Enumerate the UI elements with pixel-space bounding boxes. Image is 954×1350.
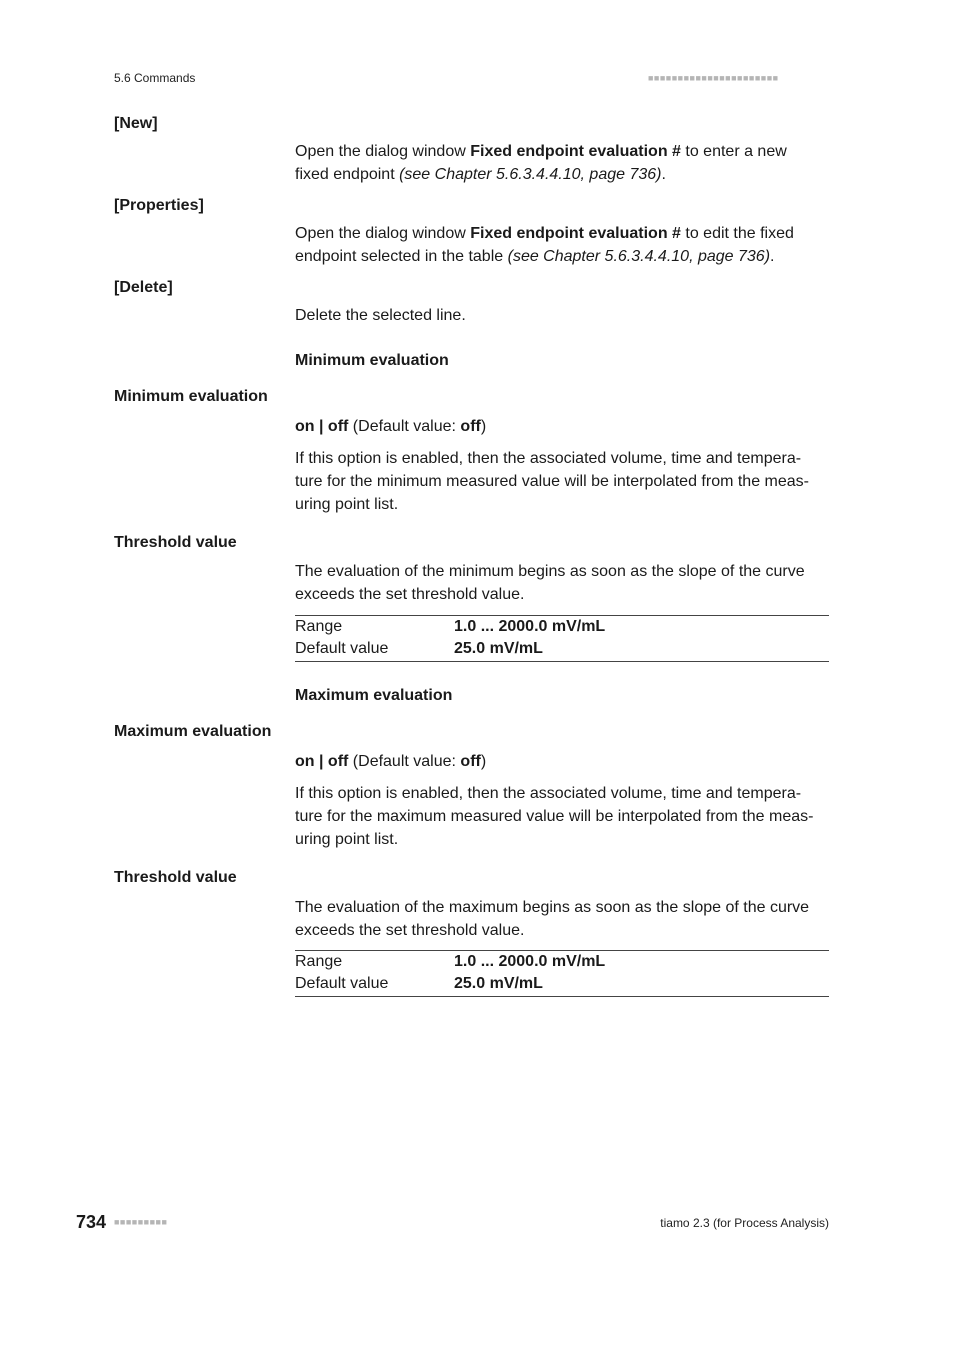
properties-chapter-reference[interactable]: (see Chapter 5.6.3.4.4.10, page 736) xyxy=(507,248,771,265)
maximum-threshold-description: The evaluation of the maximum begins as soon as the slope of the curve exceeds the set threshold value. xyxy=(295,899,810,939)
new-command-label: [New] xyxy=(114,115,158,132)
minimum-evaluation-label: Minimum evaluation xyxy=(114,388,268,405)
footer-product-name: tiamo 2.3 (for Process Analysis) xyxy=(660,1216,829,1230)
delete-command-label: [Delete] xyxy=(114,279,173,296)
minimum-evaluation-options: on | off (Default value: off) xyxy=(295,418,487,435)
page-number: 734 xyxy=(76,1212,107,1232)
maximum-threshold-label: Threshold value xyxy=(114,869,237,886)
minimum-table-bottom-rule xyxy=(295,661,829,662)
minimum-default-value: 25.0 mV/mL xyxy=(454,640,543,657)
minimum-range-value: 1.0 ... 2000.0 mV/mL xyxy=(454,618,606,635)
maximum-evaluation-description: If this option is enabled, then the associated volume, time and tempera- ture for the maximum measured value will be interpolated from the meas- uring point list. xyxy=(295,785,814,848)
maximum-table-top-rule xyxy=(295,950,829,951)
new-chapter-reference[interactable]: (see Chapter 5.6.3.4.4.10, page 736) xyxy=(399,166,662,183)
minimum-threshold-description: The evaluation of the minimum begins as soon as the slope of the curve exceeds the set threshold value. xyxy=(295,563,805,603)
running-header-dots: ■■■■■■■■■■■■■■■■■■■■■■ xyxy=(648,73,779,83)
running-header-section: 5.6 Commands xyxy=(114,71,196,85)
maximum-default-value: 25.0 mV/mL xyxy=(454,975,543,992)
properties-command-description: Open the dialog window Fixed endpoint evaluation # to edit the fixed endpoint selected in the table (see Chapter 5.6.3.4.4.10, page 736). xyxy=(295,225,794,265)
properties-command-label: [Properties] xyxy=(114,197,204,214)
maximum-range-label: Range xyxy=(295,953,343,970)
new-command-description: Open the dialog window Fixed endpoint evaluation # to enter a new fixed endpoint (see Chapter 5.6.3.4.4.10, page 736). xyxy=(295,143,787,183)
maximum-evaluation-options: on | off (Default value: off) xyxy=(295,753,487,770)
minimum-evaluation-description: If this option is enabled, then the associated volume, time and tempera- ture for the minimum measured value will be interpolated from the meas- uring point list. xyxy=(295,450,809,513)
maximum-evaluation-label: Maximum evaluation xyxy=(114,723,272,740)
minimum-default-label: Default value xyxy=(295,640,389,657)
maximum-evaluation-heading: Maximum evaluation xyxy=(295,687,453,704)
delete-command-description: Delete the selected line. xyxy=(295,307,466,324)
minimum-table-top-rule xyxy=(295,615,829,616)
footer-dots: ■■■■■■■■■ xyxy=(114,1217,168,1227)
maximum-range-value: 1.0 ... 2000.0 mV/mL xyxy=(454,953,606,970)
minimum-evaluation-heading: Minimum evaluation xyxy=(295,352,449,369)
maximum-table-bottom-rule xyxy=(295,996,829,997)
maximum-default-label: Default value xyxy=(295,975,389,992)
minimum-range-label: Range xyxy=(295,618,343,635)
minimum-threshold-label: Threshold value xyxy=(114,534,237,551)
